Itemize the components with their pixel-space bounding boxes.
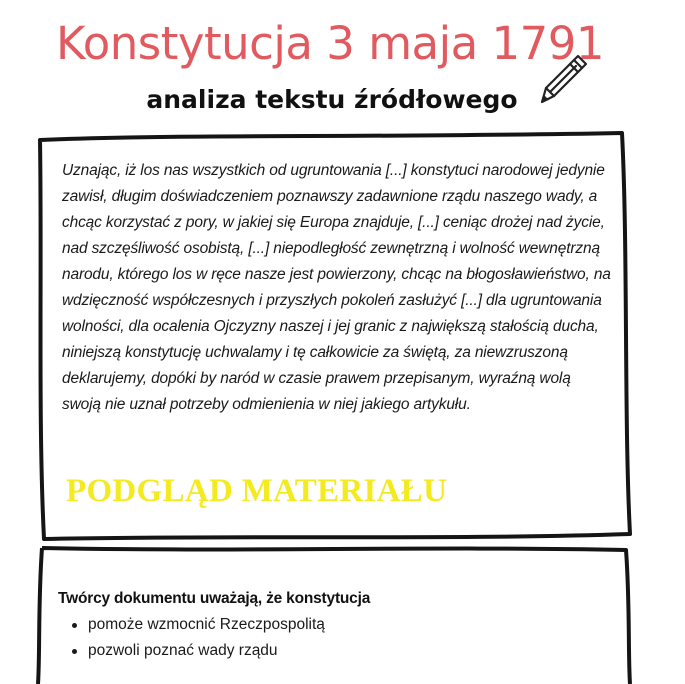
preview-watermark: PODGLĄD MATERIAŁU <box>66 473 448 509</box>
pencil-icon <box>534 52 590 108</box>
list-item: pomoże wzmocnić Rzeczpospolitą <box>70 612 325 638</box>
question-title: Twórcy dokumentu uważają, że konstytucja <box>58 590 371 607</box>
list-item: pozwoli poznać wady rządu <box>70 638 325 664</box>
answer-list <box>70 612 325 664</box>
source-text: Uznając, iż los nas wszystkich od ugruntowania [...] konstytuci narodowej jedynie zawisł, długim doświadczeniem poznawszy zadawnione rządu naszego wady, a chcąc korzystać z pory, w jakiej się Europa znajduje, [...] ceniąc drożej nad życie, nad szczęśliwość osobistą, [...] niepodległość zewnętrzną i wolność wewnętrzną narodu, którego los w ręce nasze jest powierzony, chcąc na błogosławieństwo, na wdzięczność współczesnych i przyszłych pokoleń zasłużyć [...] dla ugruntowania wolności, dla ocalenia Ojczyzny naszej i jej granic z największą stałością ducha, niniejszą konstytucję uchwalamy i tę całkowicie za świętą, za niewzruszoną deklarujemy, dopóki by naród w czasie prawem przepisanym, wyraźną wolą swoją nie uznał potrzeby odmienienia w niej jakiego artykułu. <box>62 162 611 413</box>
page-title: Konstytucja 3 maja 1791 <box>55 17 605 71</box>
page-subtitle: analiza tekstu źródłowego <box>146 84 518 114</box>
